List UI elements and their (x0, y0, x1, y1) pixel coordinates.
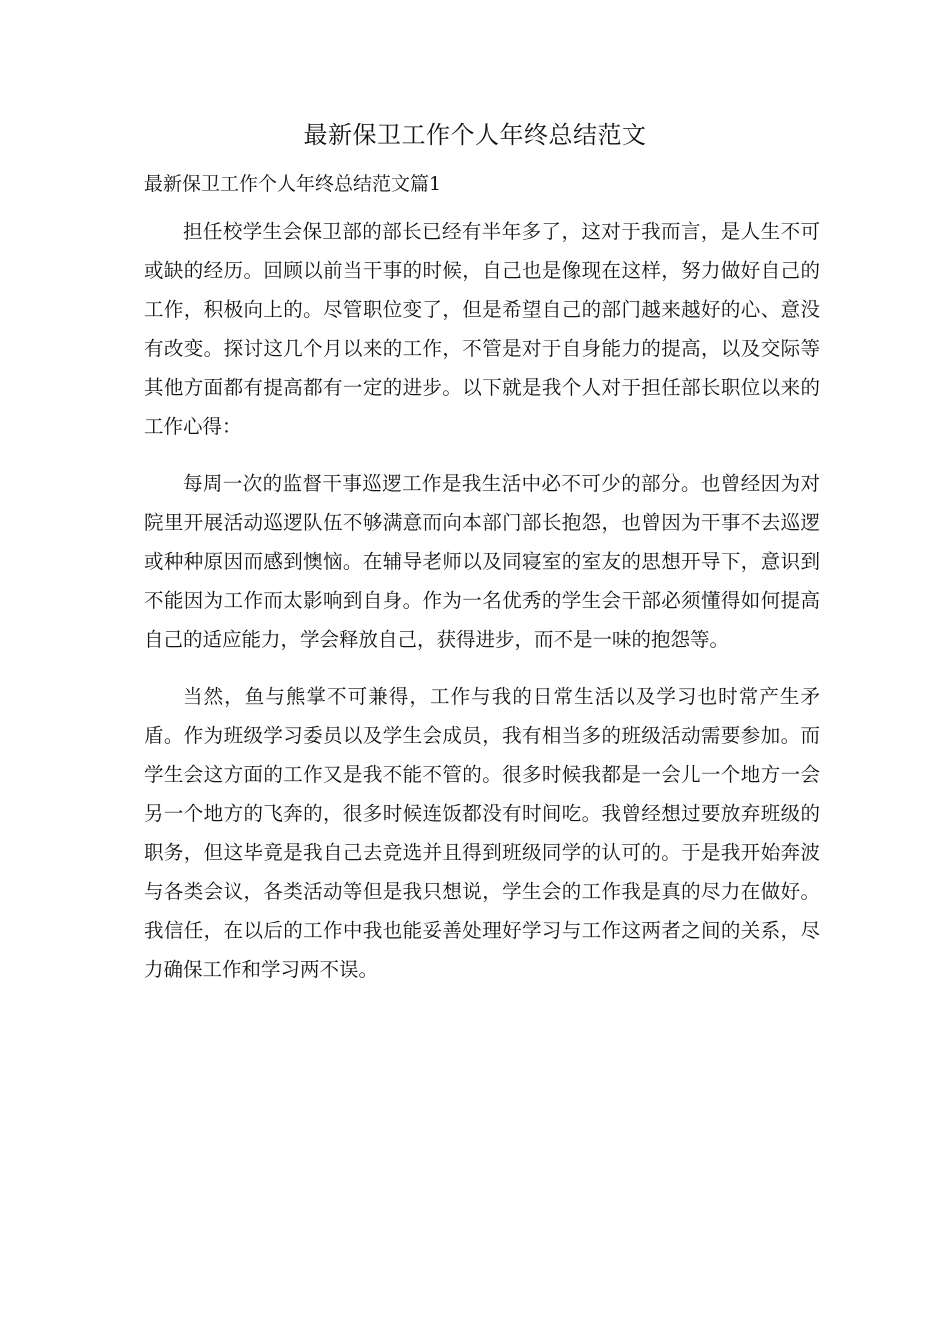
document-body (144, 212, 820, 1007)
paragraph-1: 担任校学生会保卫部的部长已经有半年多了，这对于我而言，是人生不可或缺的经历。回顾以前当干事的时候，自己也是像现在这样，努力做好自己的工作，积极向上的。尽管职位变了，但是希望自己的部门越来越好的心、意没有改变。探讨这几个月以来的工作，不管是对于自身能力的提高，以及交际等其他方面都有提高都有一定的进步。以下就是我个人对于担任部长职位以来的工作心得： (144, 220, 820, 438)
paragraph-3: 当然，鱼与熊掌不可兼得，工作与我的日常生活以及学习也时常产生矛盾。作为班级学习委员以及学生会成员，我有相当多的班级活动需要参加。而学生会这方面的工作又是我不能不管的。很多时候我都是一会儿一个地方一会另一个地方的飞奔的，很多时候连饭都没有时间吃。我曾经想过要放弃班级的职务，但这毕竟是我自己去竞选并且得到班级同学的认可的。于是我开始奔波与各类会议，各类活动等但是我只想说，学生会的工作我是真的尽力在做好。我信任，在以后的工作中我也能妥善处理好学习与工作这两者之间的关系，尽力确保工作和学习两不误。 (144, 685, 820, 981)
paragraph-2: 每周一次的监督干事巡逻工作是我生活中必不可少的部分。也曾经因为对院里开展活动巡逻队伍不够满意而向本部门部长抱怨，也曾因为干事不去巡逻或种种原因而感到懊恼。在辅导老师以及同寝室的室友的思想开导下，意识到不能因为工作而太影响到自身。作为一名优秀的学生会干部必须懂得如何提高自己的适应能力，学会释放自己，获得进步，而不是一味的抱怨等。 (144, 472, 820, 651)
document-title: 最新保卫工作个人年终总结范文 (303, 121, 647, 149)
document-subtitle: 最新保卫工作个人年终总结范文篇1 (144, 173, 442, 195)
